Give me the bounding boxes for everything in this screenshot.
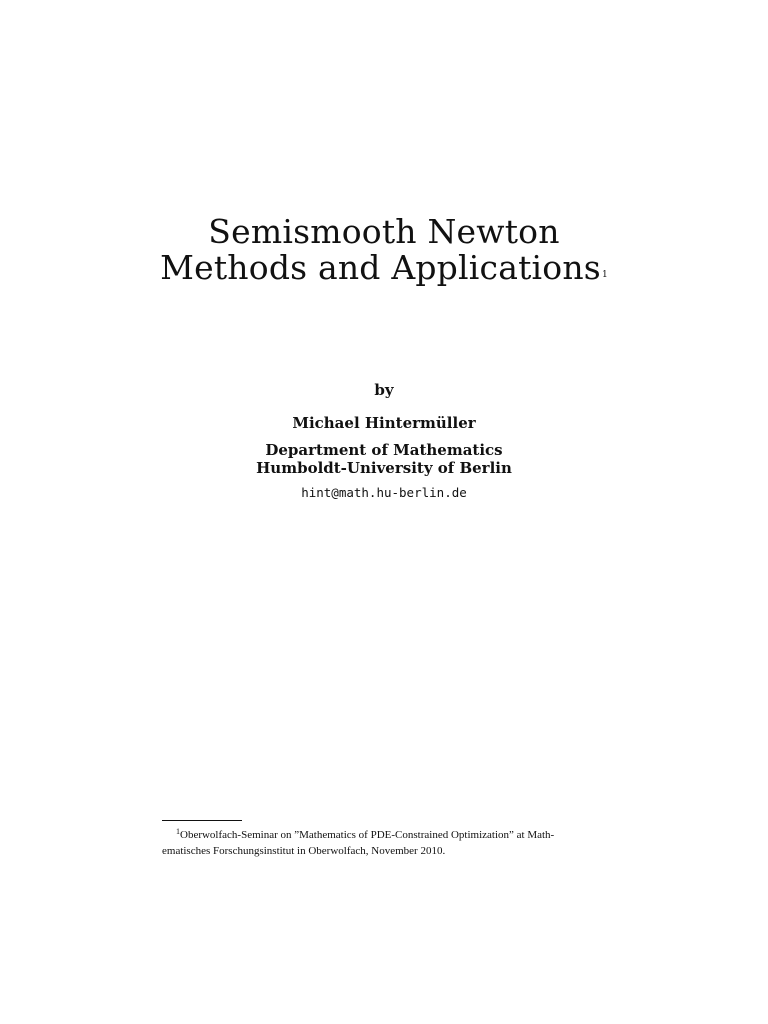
footnote-text-1: Oberwolfach-Seminar on ”Mathematics of PDE-Constrained Optimization” at Math- [180, 829, 555, 841]
title-block [0, 214, 768, 293]
title-line-1: Semismooth Newton [208, 212, 560, 251]
footnote-line-1 [162, 824, 632, 843]
affiliation [0, 441, 768, 477]
title-line-2-text: Methods and Applications [160, 248, 601, 287]
footnote-number: 1 [176, 827, 180, 836]
author-name: Michael Hintermüller [292, 414, 476, 432]
footnote-rule [162, 820, 242, 821]
author-email[interactable]: hint@math.hu-berlin.de [301, 485, 467, 500]
university: Humboldt-University of Berlin [256, 459, 512, 477]
title-footnote-marker[interactable]: 1 [601, 270, 608, 280]
department: Department of Mathematics [265, 441, 503, 459]
title-line-2 [0, 250, 768, 293]
footnote [162, 824, 632, 859]
footnote-line-2: ematisches Forschungsinstitut in Oberwolfach, November 2010. [162, 845, 446, 857]
byline: by [374, 381, 394, 399]
